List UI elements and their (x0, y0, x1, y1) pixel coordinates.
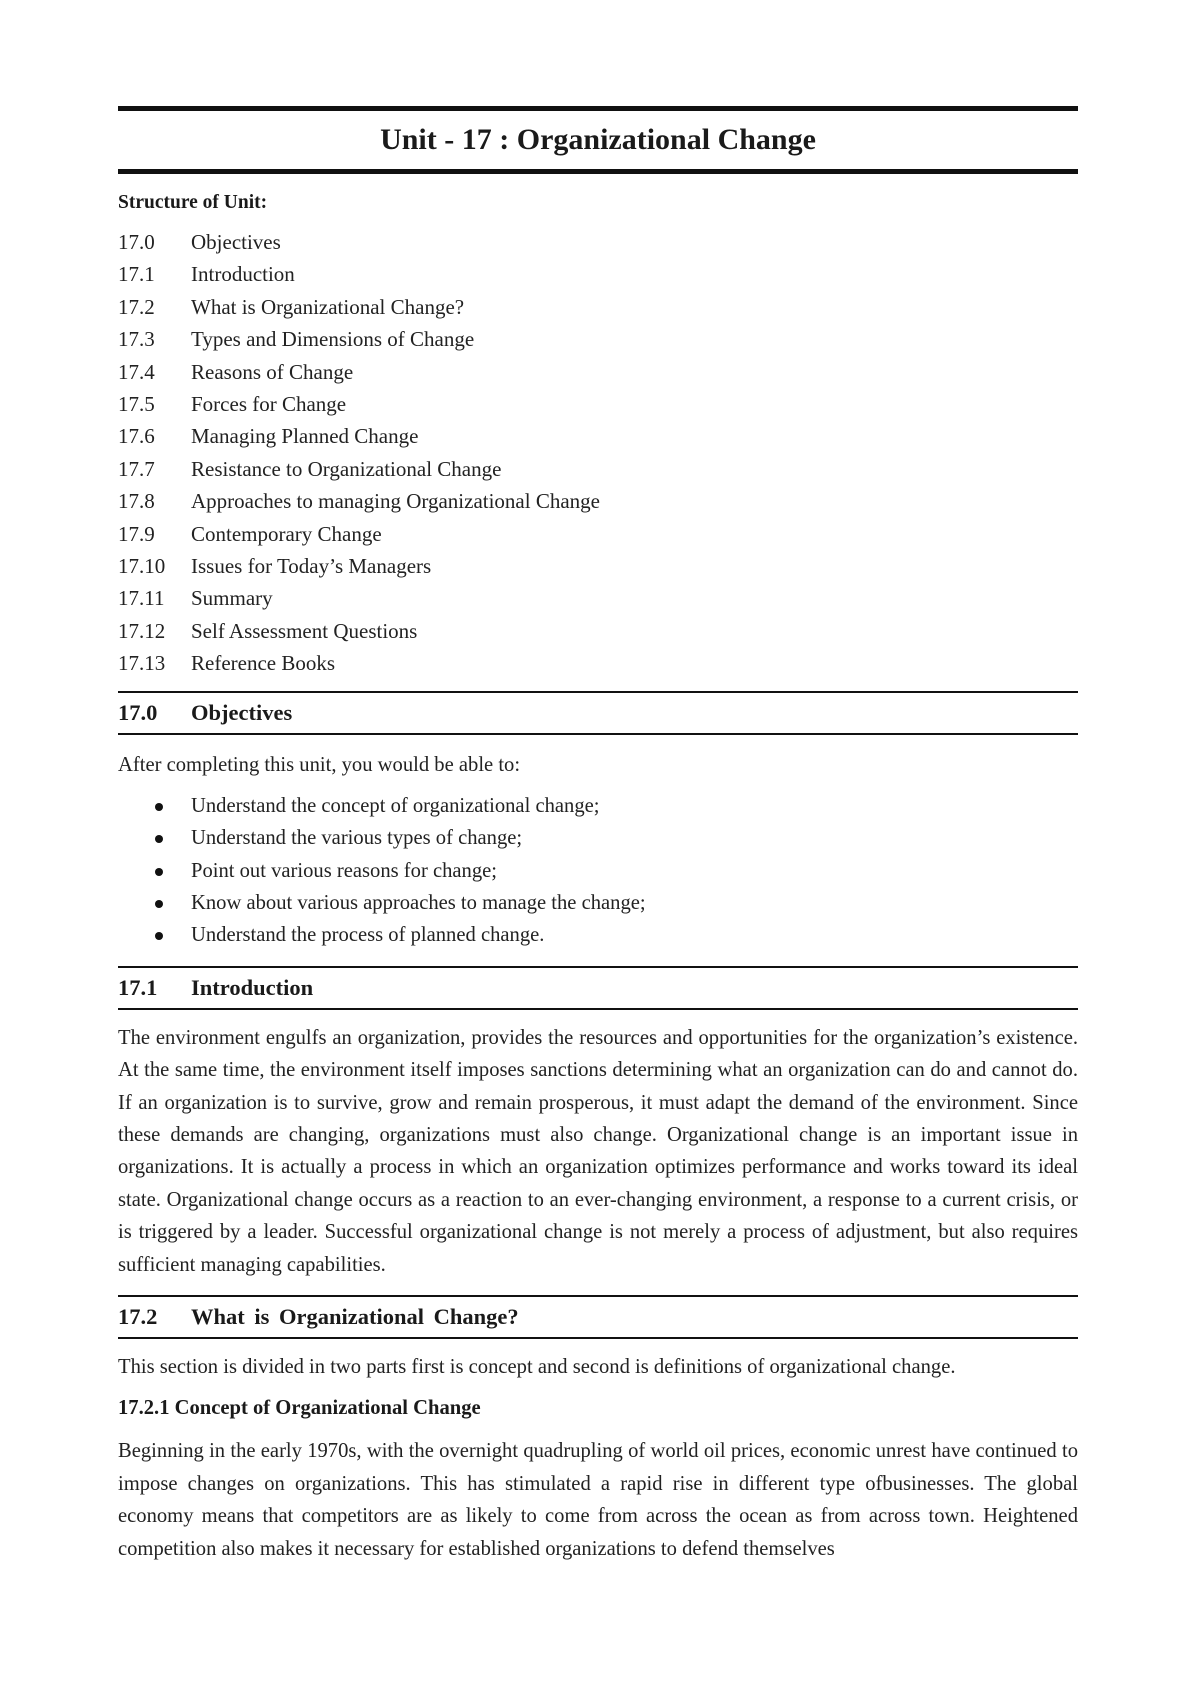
toc-item-number: 17.7 (118, 456, 155, 481)
toc-item (118, 323, 1078, 355)
toc-item-title: Issues for Today’s Managers (191, 553, 432, 578)
toc-item-title: Reasons of Change (191, 359, 354, 384)
section-heading-introduction (118, 966, 1078, 1010)
list-item-text: Understand the concept of organizational change; (191, 794, 600, 817)
toc-item (118, 356, 1078, 388)
toc-item (118, 647, 1078, 679)
toc-item-number: 17.8 (118, 489, 155, 514)
list-item-text: Understand the various types of change; (191, 827, 523, 850)
list-item (118, 855, 1078, 887)
bullet-icon (118, 790, 191, 822)
toc-item-title: Resistance to Organizational Change (191, 456, 502, 481)
toc-item-number: 17.3 (118, 327, 155, 352)
toc-item-title: Contemporary Change (191, 521, 382, 546)
section-number: 17.0 (118, 700, 158, 726)
toc-item-number: 17.5 (118, 391, 155, 416)
toc-item-number: 17.9 (118, 521, 155, 546)
toc-item-title: Reference Books (191, 651, 336, 676)
toc-item-number: 17.12 (118, 618, 166, 643)
unit-title: Unit - 17 : Organizational Change (380, 123, 816, 156)
bullet-icon (118, 887, 191, 919)
list-item-text: Understand the process of planned change. (191, 924, 545, 947)
list-item (118, 887, 1078, 919)
toc-item (118, 420, 1078, 452)
section-number: 17.2 (118, 1304, 158, 1330)
toc-item-number: 17.6 (118, 424, 155, 449)
title-rule (118, 169, 1078, 174)
toc-item-number: 17.2 (118, 294, 155, 319)
subsection-heading: 17.2.1 Concept of Organizational Change (118, 1397, 481, 1420)
section-title: What is Organizational Change? (191, 1304, 519, 1330)
toc-item-number: 17.10 (118, 553, 166, 578)
toc-item-number: 17.0 (118, 230, 155, 254)
toc-item (118, 291, 1078, 323)
table-of-contents (118, 226, 1078, 679)
toc-item (118, 258, 1078, 290)
toc-item-title: Forces for Change (191, 391, 347, 416)
list-item (118, 790, 1078, 822)
toc-item-title: Summary (191, 586, 273, 611)
toc-item (118, 518, 1078, 550)
document-page (118, 106, 1078, 1565)
toc-item (118, 550, 1078, 582)
list-item-text: Know about various approaches to manage the change; (191, 892, 646, 915)
bullet-icon (118, 822, 191, 854)
list-item (118, 822, 1078, 854)
toc-item-number: 17.13 (118, 651, 166, 676)
toc-item (118, 615, 1078, 647)
toc-item (118, 453, 1078, 485)
toc-item-title: Self Assessment Questions (191, 618, 418, 643)
top-rule (118, 106, 1078, 111)
objectives-intro: After completing this unit, you would be able to: (118, 754, 521, 777)
toc-item-title: Managing Planned Change (191, 424, 419, 449)
section-title: Introduction (191, 974, 314, 1000)
toc-item (118, 226, 1078, 258)
toc-item-title: Types and Dimensions of Change (191, 327, 475, 352)
toc-item (118, 485, 1078, 517)
structure-label: Structure of Unit: (118, 192, 268, 213)
toc-item-number: 17.4 (118, 359, 155, 384)
bullet-icon (118, 855, 191, 887)
toc-item-title: What is Organizational Change? (191, 294, 465, 319)
objectives-list (118, 790, 1078, 952)
section-heading-objectives (118, 691, 1078, 735)
toc-item-title: Approaches to managing Organizational Change (191, 489, 600, 514)
section-number: 17.1 (118, 974, 158, 1000)
section-heading-what-is (118, 1295, 1078, 1339)
section-title: Objectives (191, 700, 293, 726)
bullet-icon (118, 919, 191, 951)
toc-item-title: Objectives (191, 230, 281, 254)
toc-item (118, 582, 1078, 614)
concept-body: Beginning in the early 1970s, with the overnight quadrupling of world oil prices, economic unrest have continued to impose changes on organizations. This has stimulated a rapid rise in different type ofbusinesses. The global economy means that competitors are as likely to come from across the ocean as from across town. Heightened competition also makes it necessary for established organizations to defend themselves (118, 1440, 1078, 1560)
list-item-text: Point out various reasons for change; (191, 859, 497, 882)
toc-item (118, 388, 1078, 420)
introduction-body: The environment engulfs an organization, provides the resources and opportunities for the organization’s existence. At the same time, the environment itself imposes sanctions determining what an organization can do and cannot do. If an organization is to survive, grow and remain prosperous, it must adapt the demand of the environment. Since these demands are changing, organizations must also change. Organizational change is an important issue in organizations. It is actually a process in which an organization optimizes performance and works toward its ideal state. Organizational change occurs as a reaction to an ever-changing environment, a response to a current crisis, or is triggered by a leader. Successful organizational change is not merely a process of adjustment, but also requires sufficient managing capabilities. (118, 1026, 1078, 1276)
toc-item-number: 17.11 (118, 586, 165, 611)
toc-item-number: 17.1 (118, 262, 155, 287)
list-item (118, 919, 1078, 951)
what-is-intro: This section is divided in two parts first is concept and second is definitions of organizational change. (118, 1356, 956, 1379)
toc-item-title: Introduction (191, 262, 295, 287)
